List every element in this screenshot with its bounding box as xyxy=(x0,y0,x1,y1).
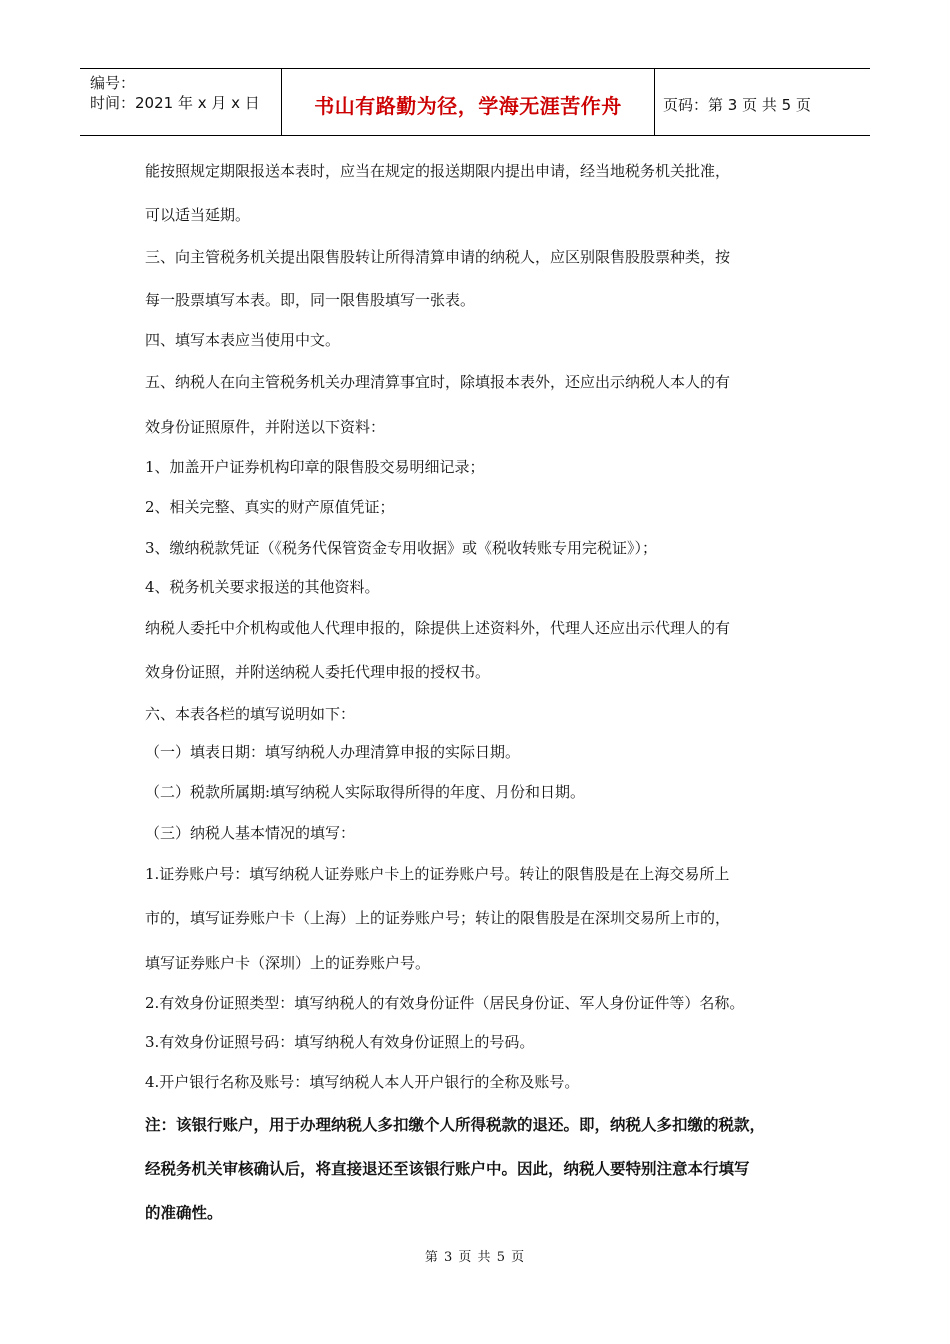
body-line: 2.有效身份证照类型：填写纳税人的有效身份证件（居民身份证、军人身份证件等）名称。 xyxy=(145,994,745,1012)
note-line: 经税务机关审核确认后，将直接退还至该银行账户中。因此，纳税人要特别注意本行填写 xyxy=(145,1160,750,1178)
body-line: 效身份证照原件，并附送以下资料： xyxy=(145,418,386,436)
header-page-cell xyxy=(655,69,870,135)
body-line: 五、纳税人在向主管税务机关办理清算事宜时，除填报本表外，还应出示纳税人本人的有 xyxy=(145,373,731,391)
body-line: 2、相关完整、真实的财产原值凭证； xyxy=(145,498,395,516)
body-line: 填写证券账户卡（深圳）上的证券账户号。 xyxy=(145,954,431,972)
body-line: 4、税务机关要求报送的其他资料。 xyxy=(145,578,380,596)
body-line: （一）填表日期：填写纳税人办理清算申报的实际日期。 xyxy=(145,743,521,761)
body-line: 四、填写本表应当使用中文。 xyxy=(145,331,341,349)
header-motto-cell xyxy=(282,69,655,135)
body-line: 3.有效身份证照号码：填写纳税人有效身份证照上的号码。 xyxy=(145,1033,535,1051)
body-line: 1、加盖开户证券机构印章的限售股交易明细记录； xyxy=(145,458,485,476)
body-line: 能按照规定期限报送本表时，应当在规定的报送期限内提出申请，经当地税务机关批准， xyxy=(145,162,731,180)
body-line: 每一股票填写本表。即，同一限售股填写一张表。 xyxy=(145,291,476,309)
body-line: 三、向主管税务机关提出限售股转让所得清算申请的纳税人，应区别限售股股票种类，按 xyxy=(145,248,731,266)
note-line: 的准确性。 xyxy=(145,1204,223,1222)
body-line: 3、缴纳税款凭证（《税务代保管资金专用收据》或《税收转账专用完税证》）； xyxy=(145,539,658,557)
body-line: 纳税人委托中介机构或他人代理申报的，除提供上述资料外，代理人还应出示代理人的有 xyxy=(145,619,731,637)
body-line: （三）纳税人基本情况的填写： xyxy=(145,824,356,842)
body-line: 效身份证照，并附送纳税人委托代理申报的授权书。 xyxy=(145,663,491,681)
body-line: 可以适当延期。 xyxy=(145,206,251,224)
header-meta xyxy=(80,69,282,135)
header-motto: 书山有路勤为径，学海无涯苦作舟 xyxy=(314,93,622,118)
body-line: 六、本表各栏的填写说明如下： xyxy=(145,705,356,723)
body-line: 4.开户银行名称及账号：填写纳税人本人开户银行的全称及账号。 xyxy=(145,1073,580,1091)
document-number-label: 编号： xyxy=(90,74,136,92)
page-header xyxy=(80,68,870,136)
page-footer: 第 3 页 共 5 页 xyxy=(424,1250,526,1265)
body-line: 市的，填写证券账户卡（上海）上的证券账户号；转让的限售股是在深圳交易所上市的， xyxy=(145,909,731,927)
note-line: 注：该银行账户，用于办理纳税人多扣缴个人所得税款的退还。即，纳税人多扣缴的税款， xyxy=(145,1116,766,1134)
body-line: （二）税款所属期:填写纳税人实际取得所得的年度、月份和日期。 xyxy=(145,783,586,801)
header-page-number: 页码：第 3 页 共 5 页 xyxy=(663,95,811,114)
body-line: 1.证券账户号：填写纳税人证券账户卡上的证券账户号。转让的限售股是在上海交易所上 xyxy=(145,865,730,883)
document-date-label: 时间：2021 年 x 月 x 日 xyxy=(90,94,260,112)
